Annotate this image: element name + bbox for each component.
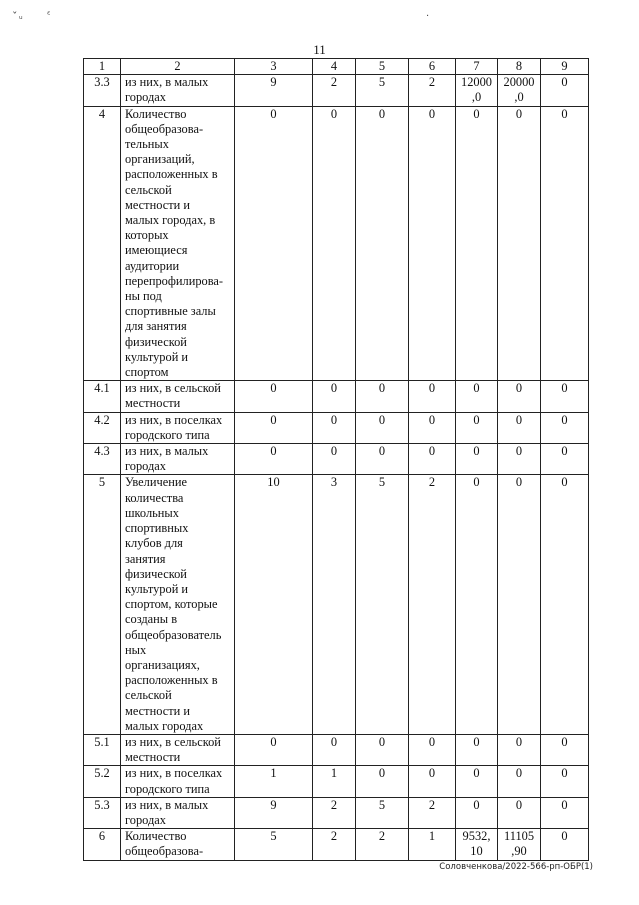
value-cell: 0 xyxy=(235,412,313,443)
row-label: Количество общеобразова- xyxy=(121,829,235,860)
value-cell: 0 xyxy=(313,412,356,443)
header-cell: 1 xyxy=(84,59,121,75)
value-cell: 0 xyxy=(235,444,313,475)
row-label: из них, в поселках городского типа xyxy=(121,766,235,797)
value-cell: 0 xyxy=(356,444,409,475)
value-cell: 1 xyxy=(409,829,456,860)
value-cell: 0 xyxy=(541,475,589,734)
table-row xyxy=(84,444,589,475)
header-cell: 2 xyxy=(121,59,235,75)
value-cell: 10 xyxy=(235,475,313,734)
row-number: 3.3 xyxy=(84,75,121,106)
value-cell: 9532, 10 xyxy=(456,829,498,860)
value-cell: 0 xyxy=(356,381,409,412)
header-cell: 8 xyxy=(498,59,541,75)
row-label: из них, в малых городах xyxy=(121,797,235,828)
value-cell: 20000 ,0 xyxy=(498,75,541,106)
row-number: 4.3 xyxy=(84,444,121,475)
value-cell: 0 xyxy=(541,766,589,797)
row-number: 5.1 xyxy=(84,734,121,765)
value-cell: 5 xyxy=(356,75,409,106)
value-cell: 2 xyxy=(313,797,356,828)
row-label: из них, в малых городах xyxy=(121,444,235,475)
value-cell: 0 xyxy=(456,444,498,475)
table-row xyxy=(84,797,589,828)
value-cell: 0 xyxy=(498,444,541,475)
value-cell: 0 xyxy=(409,381,456,412)
value-cell: 0 xyxy=(498,412,541,443)
row-label: из них, в сельской местности xyxy=(121,734,235,765)
table-row xyxy=(84,412,589,443)
scan-speck-3: ᵋ xyxy=(47,10,51,21)
value-cell: 2 xyxy=(409,475,456,734)
row-label: из них, в сельской местности xyxy=(121,381,235,412)
value-cell: 2 xyxy=(409,75,456,106)
value-cell: 9 xyxy=(235,797,313,828)
header-cell: 5 xyxy=(356,59,409,75)
row-number: 5.3 xyxy=(84,797,121,828)
value-cell: 0 xyxy=(498,381,541,412)
value-cell: 0 xyxy=(541,444,589,475)
header-cell: 3 xyxy=(235,59,313,75)
table-row xyxy=(84,766,589,797)
value-cell: 0 xyxy=(541,797,589,828)
row-number: 4.2 xyxy=(84,412,121,443)
table-row xyxy=(84,106,589,381)
value-cell: 0 xyxy=(313,444,356,475)
value-cell: 0 xyxy=(235,381,313,412)
data-table xyxy=(83,58,589,861)
value-cell: 0 xyxy=(498,797,541,828)
value-cell: 0 xyxy=(356,766,409,797)
header-cell: 9 xyxy=(541,59,589,75)
row-label: из них, в малых городах xyxy=(121,75,235,106)
value-cell: 2 xyxy=(409,797,456,828)
value-cell: 0 xyxy=(541,106,589,381)
value-cell: 0 xyxy=(498,475,541,734)
row-number: 6 xyxy=(84,829,121,860)
value-cell: 0 xyxy=(456,797,498,828)
header-cell: 6 xyxy=(409,59,456,75)
value-cell: 0 xyxy=(498,766,541,797)
value-cell: 0 xyxy=(356,106,409,381)
value-cell: 0 xyxy=(456,412,498,443)
row-number: 4.1 xyxy=(84,381,121,412)
value-cell: 2 xyxy=(356,829,409,860)
row-number: 5 xyxy=(84,475,121,734)
value-cell: 0 xyxy=(235,734,313,765)
value-cell: 0 xyxy=(409,444,456,475)
row-label: из них, в поселках городского типа xyxy=(121,412,235,443)
table-row xyxy=(84,75,589,106)
value-cell: 0 xyxy=(409,734,456,765)
value-cell: 1 xyxy=(313,766,356,797)
header-row xyxy=(84,59,589,75)
value-cell: 0 xyxy=(313,734,356,765)
row-number: 4 xyxy=(84,106,121,381)
value-cell: 0 xyxy=(541,381,589,412)
value-cell: 11105 ,90 xyxy=(498,829,541,860)
value-cell: 0 xyxy=(356,734,409,765)
scan-speck-2: ᵤ xyxy=(19,12,23,22)
table-row xyxy=(84,475,589,734)
value-cell: 0 xyxy=(456,766,498,797)
value-cell: 1 xyxy=(235,766,313,797)
scan-speck-1: ˇ xyxy=(12,10,18,23)
value-cell: 0 xyxy=(456,734,498,765)
page-number: 11 xyxy=(313,42,326,57)
value-cell: 0 xyxy=(498,734,541,765)
table-row xyxy=(84,734,589,765)
value-cell: 0 xyxy=(456,475,498,734)
row-label: Увеличение количества школьных спортивных клубов для занятия физической культурой и спортом, которые созданы в общеобразователь ных организациях, расположенных в сельской местности и малых городах xyxy=(121,475,235,734)
scan-speck-4: · xyxy=(426,11,430,22)
value-cell: 12000 ,0 xyxy=(456,75,498,106)
value-cell: 0 xyxy=(456,106,498,381)
value-cell: 0 xyxy=(356,412,409,443)
value-cell: 0 xyxy=(235,106,313,381)
value-cell: 0 xyxy=(409,412,456,443)
header-cell: 7 xyxy=(456,59,498,75)
value-cell: 5 xyxy=(235,829,313,860)
value-cell: 5 xyxy=(356,797,409,828)
row-label: Количество общеобразова- тельных организаций, расположенных в сельской местности и малых городах, в которых имеющиеся аудитории перепрофилирова- ны под спортивные залы для занятия физической культурой и спортом xyxy=(121,106,235,381)
value-cell: 0 xyxy=(541,75,589,106)
value-cell: 2 xyxy=(313,829,356,860)
table-row xyxy=(84,829,589,860)
table-row xyxy=(84,381,589,412)
header-cell: 4 xyxy=(313,59,356,75)
value-cell: 0 xyxy=(456,381,498,412)
value-cell: 0 xyxy=(498,106,541,381)
value-cell: 9 xyxy=(235,75,313,106)
value-cell: 2 xyxy=(313,75,356,106)
row-number: 5.2 xyxy=(84,766,121,797)
value-cell: 0 xyxy=(541,734,589,765)
document-footer: Соловченкова/2022-566-рп-ОБР(1) xyxy=(439,862,593,872)
value-cell: 0 xyxy=(313,381,356,412)
value-cell: 5 xyxy=(356,475,409,734)
value-cell: 0 xyxy=(409,766,456,797)
value-cell: 3 xyxy=(313,475,356,734)
value-cell: 0 xyxy=(313,106,356,381)
value-cell: 0 xyxy=(541,829,589,860)
value-cell: 0 xyxy=(541,412,589,443)
value-cell: 0 xyxy=(409,106,456,381)
